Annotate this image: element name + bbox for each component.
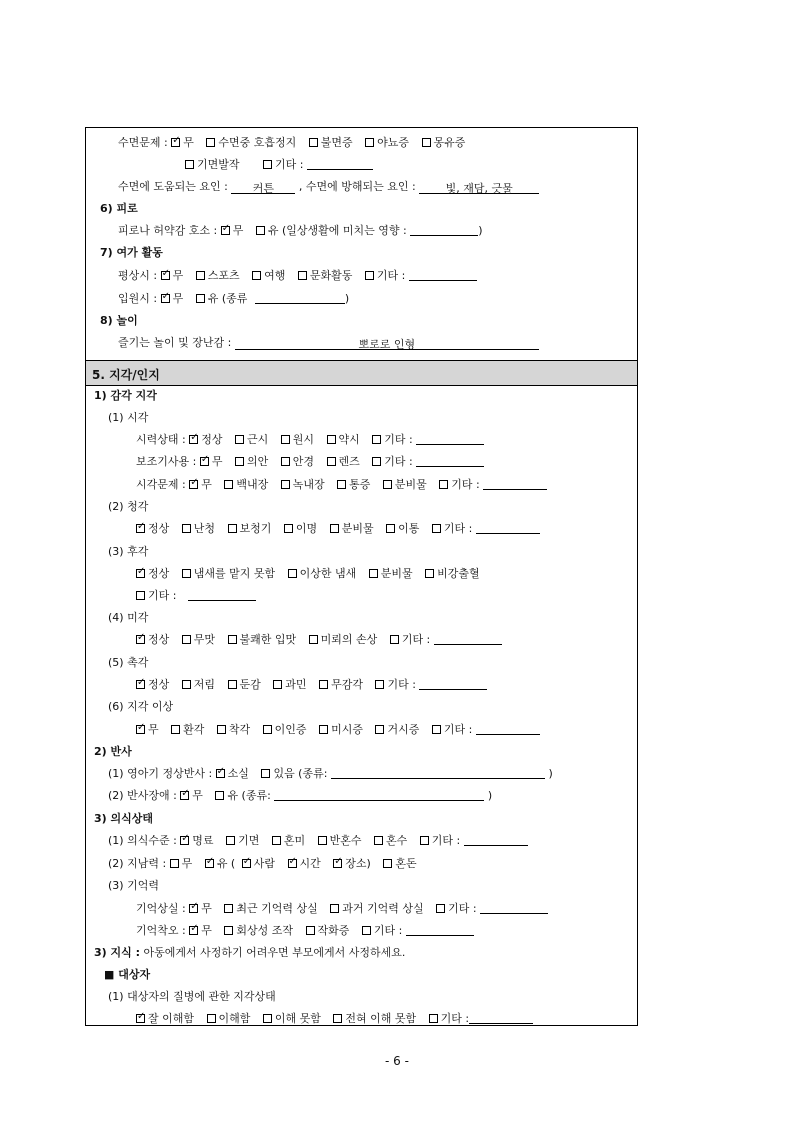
other-label: 기타 : — [401, 633, 431, 646]
checkbox[interactable] — [224, 904, 233, 913]
checkbox[interactable] — [182, 635, 191, 644]
option-label: 기면 — [238, 834, 260, 847]
checkbox-checked[interactable] — [136, 524, 145, 533]
checkbox[interactable] — [171, 725, 180, 734]
checkbox[interactable] — [375, 725, 384, 734]
option-label: 야뇨증 — [377, 136, 410, 149]
subject-heading: ■ 대상자 — [104, 968, 151, 981]
fatigue-label: 피로나 허약감 호소 : — [118, 224, 218, 237]
checkbox[interactable] — [207, 1014, 216, 1023]
taste-row — [136, 633, 511, 647]
option-label: 이상한 냄새 — [299, 567, 357, 580]
play-heading: 8) 놀이 — [100, 314, 138, 327]
checkbox[interactable] — [369, 569, 378, 578]
option-label: 유 (일상생활에 미치는 영향 : — [267, 224, 407, 237]
option-label: 분비물 — [341, 522, 374, 535]
option-label: 원시 — [292, 433, 315, 446]
checkbox-checked[interactable] — [136, 1014, 145, 1023]
option-label: 무 — [172, 269, 184, 282]
checkbox-checked[interactable] — [171, 138, 180, 147]
option-label: 무 — [192, 789, 203, 802]
other-field[interactable] — [409, 269, 477, 281]
play-label: 즐기는 놀이 및 장난감 : — [118, 336, 232, 349]
checkbox[interactable] — [422, 138, 431, 147]
other-label: 기타 : — [451, 478, 480, 491]
abnormal-row — [136, 723, 549, 737]
checkbox[interactable] — [390, 635, 399, 644]
checkbox[interactable] — [235, 457, 244, 466]
paren: ) — [478, 224, 483, 237]
orientation-label: (2) 지남력 : — [108, 857, 167, 870]
option-label: 착각 — [228, 723, 251, 736]
option-label: 무 — [201, 902, 212, 915]
other-field[interactable] — [476, 723, 540, 735]
checkbox[interactable] — [420, 836, 429, 845]
option-label: 보청기 — [239, 522, 272, 535]
option-label: 이통 — [398, 522, 420, 535]
option-label: 정상 — [148, 633, 170, 646]
sleep-hinder-label: 수면에 방해되는 요인 : — [305, 180, 416, 193]
memory-heading: (3) 기억력 — [108, 879, 159, 892]
leisure-hosp-row — [118, 292, 349, 306]
leisure-hosp-label: 입원시 : — [118, 292, 158, 305]
checkbox[interactable] — [429, 1014, 438, 1023]
option-label: 반혼수 — [329, 834, 362, 847]
checkbox[interactable] — [256, 226, 265, 235]
checkbox[interactable] — [170, 859, 179, 868]
checkbox-checked[interactable] — [189, 480, 198, 489]
checkbox[interactable] — [261, 769, 270, 778]
option-label: 렌즈 — [338, 455, 360, 468]
option-label: 분비물 — [380, 567, 413, 580]
taste-heading: (4) 미각 — [108, 611, 149, 624]
option-label: 스포츠 — [207, 269, 240, 282]
other-label: 기타 : — [373, 924, 403, 937]
checkbox[interactable] — [375, 680, 384, 689]
fatigue-heading: 6) 피로 — [100, 202, 138, 215]
option-label: 비강출혈 — [437, 567, 480, 580]
leisure-normal-row — [118, 269, 486, 283]
option-label: 냄새를 맡지 못함 — [193, 567, 276, 580]
option-label: 정상 — [201, 433, 223, 446]
checkbox[interactable] — [362, 926, 371, 935]
option-label: 회상성 조작 — [236, 924, 293, 937]
option-label: 무 — [148, 723, 159, 736]
checkbox[interactable] — [288, 569, 297, 578]
other-label: 기타 : — [384, 455, 413, 468]
leisure-heading: 7) 여가 활동 — [100, 246, 163, 259]
smell-heading: (3) 후각 — [108, 545, 149, 558]
checkbox[interactable] — [284, 524, 293, 533]
checkbox-checked[interactable] — [161, 294, 170, 303]
checkbox-checked[interactable] — [136, 680, 145, 689]
other-field[interactable] — [406, 924, 474, 936]
option-label: 둔감 — [239, 678, 261, 691]
option-label: 불면증 — [320, 136, 353, 149]
other-label: 기타 : — [387, 678, 416, 691]
option-label: 거시증 — [387, 723, 420, 736]
memory-error-row — [136, 924, 483, 938]
option-label: 유 (종류: — [227, 789, 271, 802]
checkbox-checked[interactable] — [161, 271, 170, 280]
option-label: 혼돈 — [395, 857, 417, 870]
option-label: 무 — [201, 924, 212, 937]
option-label: 무감각 — [331, 678, 363, 691]
other-field[interactable] — [464, 834, 528, 846]
reflex-disorder-row — [108, 789, 492, 803]
option-label: 무 — [181, 857, 193, 870]
sleep-help-field[interactable]: 커튼 — [231, 182, 295, 194]
option-label: 미시증 — [331, 723, 363, 736]
play-field[interactable]: 뽀로로 인형 — [235, 338, 539, 350]
knowledge-options-row — [136, 1012, 542, 1026]
page-number: - 6 - — [385, 1054, 409, 1068]
checkbox[interactable] — [182, 680, 191, 689]
touch-heading: (5) 촉각 — [108, 656, 149, 669]
option-label: 근시 — [246, 433, 269, 446]
option-label: 약시 — [338, 433, 360, 446]
checkbox[interactable] — [436, 904, 445, 913]
checkbox[interactable] — [365, 138, 374, 147]
option-label: 과민 — [285, 678, 307, 691]
option-label: 무맛 — [193, 633, 216, 646]
checkbox-checked[interactable] — [189, 435, 198, 444]
vision-aid-row — [136, 455, 493, 469]
option-label: 정상 — [148, 678, 170, 691]
option-label: 최근 기억력 상실 — [236, 902, 318, 915]
option-label: 있음 (종류: — [273, 767, 328, 780]
checkbox[interactable] — [425, 569, 434, 578]
section-title: 5. 지각/인지 — [92, 368, 160, 382]
option-label: 불쾌한 입맛 — [239, 633, 297, 646]
reflex-disorder-field[interactable] — [274, 789, 484, 801]
other-field[interactable] — [483, 478, 547, 490]
option-label: 난청 — [193, 522, 216, 535]
other-field[interactable] — [469, 1012, 533, 1024]
option-label: 사람 — [253, 857, 275, 870]
option-label: 문화활동 — [309, 269, 353, 282]
option-label: 백내장 — [236, 478, 269, 491]
checkbox-checked[interactable] — [242, 859, 251, 868]
leisure-type-field[interactable] — [255, 292, 345, 304]
checkbox[interactable] — [217, 725, 226, 734]
checkbox[interactable] — [432, 725, 441, 734]
checkbox[interactable] — [196, 294, 205, 303]
other-field[interactable] — [188, 589, 256, 601]
checkbox[interactable] — [439, 480, 448, 489]
checkbox-checked[interactable] — [189, 926, 198, 935]
option-label: 이명 — [295, 522, 318, 535]
orientation-row — [108, 857, 426, 871]
option-label: 분비물 — [394, 478, 427, 491]
checkbox[interactable] — [318, 836, 327, 845]
sleep-help-label: 수면에 도움되는 요인 : — [118, 180, 228, 193]
option-label: 무 — [201, 478, 212, 491]
checkbox[interactable] — [228, 524, 237, 533]
checkbox[interactable] — [327, 435, 336, 444]
option-label: 몽유증 — [433, 136, 466, 149]
fatigue-impact-field[interactable] — [410, 224, 478, 236]
other-label: 기타 : — [384, 433, 413, 446]
option-label: 통증 — [349, 478, 371, 491]
consciousness-level-row — [108, 834, 537, 848]
checkbox-checked[interactable] — [180, 791, 189, 800]
checkbox-checked[interactable] — [221, 226, 230, 235]
reflex-heading: 2) 반사 — [94, 745, 132, 758]
checkbox[interactable] — [372, 435, 381, 444]
other-label: 기타 : — [148, 589, 177, 602]
other-label: 기타 : — [376, 269, 406, 282]
checkbox-checked[interactable] — [136, 635, 145, 644]
checkbox[interactable] — [333, 1014, 342, 1023]
knowledge-row — [94, 946, 405, 960]
other-field[interactable] — [419, 678, 487, 690]
checkbox[interactable] — [235, 435, 244, 444]
option-label: 무 — [183, 136, 194, 149]
other-field[interactable] — [307, 158, 373, 170]
sleep-hinder-field[interactable]: 빛, 재담, 긋물 — [419, 182, 539, 194]
option-label: 무 — [211, 455, 223, 468]
touch-row — [136, 678, 496, 692]
checkbox[interactable] — [432, 524, 441, 533]
reflex-type-field[interactable] — [331, 767, 545, 779]
sensory-heading: 1) 감각 지각 — [94, 389, 157, 402]
checkbox[interactable] — [224, 926, 233, 935]
option-label: 잘 이해함 — [148, 1012, 195, 1025]
option-label: 혼미 — [283, 834, 306, 847]
paren: ) — [487, 789, 493, 802]
checkbox[interactable] — [182, 524, 191, 533]
checkbox[interactable] — [309, 138, 318, 147]
checkbox-checked[interactable] — [136, 725, 145, 734]
knowledge-note: 아동에게서 사정하기 어려우면 부모에게서 사정하세요. — [143, 946, 406, 959]
checkbox[interactable] — [327, 457, 336, 466]
leisure-normal-label: 평상시 : — [118, 269, 158, 282]
option-label: 미뢰의 손상 — [320, 633, 378, 646]
option-label: 소실 — [227, 767, 249, 780]
option-label: 기면발작 — [197, 158, 240, 171]
knowledge-item-label: (1) 대상자의 질병에 관한 지각상태 — [108, 990, 276, 1003]
other-label: 기타 : — [440, 1012, 470, 1025]
option-label: 환각 — [183, 723, 205, 736]
checkbox[interactable] — [224, 480, 233, 489]
checkbox[interactable] — [196, 271, 205, 280]
checkbox[interactable] — [298, 271, 307, 280]
checkbox-checked[interactable] — [200, 457, 209, 466]
checkbox[interactable] — [319, 680, 328, 689]
fatigue-row — [118, 224, 483, 238]
option-label: 이해 못함 — [274, 1012, 321, 1025]
checkbox[interactable] — [330, 524, 339, 533]
checkbox-checked[interactable] — [288, 859, 297, 868]
vision-problem-row — [136, 478, 556, 492]
memory-loss-row — [136, 902, 557, 916]
level-label: (1) 의식수준 : — [108, 834, 177, 847]
checkbox[interactable] — [182, 569, 191, 578]
checkbox[interactable] — [319, 725, 328, 734]
checkbox[interactable] — [281, 457, 290, 466]
abnormal-heading: (6) 지각 이상 — [108, 700, 174, 713]
option-label: 전혀 이해 못함 — [345, 1012, 417, 1025]
option-label: 저림 — [193, 678, 216, 691]
option-label: 명료 — [192, 834, 214, 847]
sleep-problem-row — [118, 136, 474, 150]
hearing-heading: (2) 청각 — [108, 500, 149, 513]
vision-acuity-row — [136, 433, 493, 447]
checkbox[interactable] — [374, 836, 383, 845]
sleep-problem-row-2 — [185, 158, 382, 172]
option-label: 여행 — [264, 269, 286, 282]
play-row — [118, 336, 539, 350]
checkbox[interactable] — [337, 480, 346, 489]
smell-other-row — [136, 589, 265, 603]
other-label: 기타 : — [443, 522, 473, 535]
option-label: 안경 — [292, 455, 315, 468]
aid-label: 보조기사용 : — [136, 455, 197, 468]
checkbox[interactable] — [372, 457, 381, 466]
option-label: 유 ( — [216, 857, 236, 870]
checkbox[interactable] — [272, 836, 281, 845]
reflex-infant-label: (1) 영아기 정상반사 : — [108, 767, 213, 780]
hearing-row — [136, 522, 549, 536]
other-field[interactable] — [476, 522, 540, 534]
checkbox[interactable] — [136, 591, 145, 600]
checkbox-checked[interactable] — [333, 859, 342, 868]
paren: ) — [548, 767, 553, 780]
sleep-problem-label: 수면문제 : — [118, 136, 168, 149]
checkbox[interactable] — [228, 680, 237, 689]
checkbox[interactable] — [306, 926, 315, 935]
option-label: 무 — [172, 292, 184, 305]
checkbox[interactable] — [281, 435, 290, 444]
sleep-factor-row: 수면에 도움되는 요인 : 커튼 , 수면에 방해되는 요인 : 빛, 재담, 긋물 — [118, 180, 539, 194]
option-label: 혼수 — [385, 834, 408, 847]
other-label: 기타 : — [431, 834, 461, 847]
checkbox[interactable] — [206, 138, 215, 147]
other-field[interactable] — [416, 433, 484, 445]
acuity-label: 시력상태 : — [136, 433, 186, 446]
checkbox[interactable] — [365, 271, 374, 280]
option-label: 시간 — [299, 857, 321, 870]
checkbox[interactable] — [263, 1014, 272, 1023]
option-label: 이해함 — [218, 1012, 251, 1025]
other-label: 기타 : — [448, 902, 477, 915]
option-label: 작화증 — [317, 924, 350, 937]
checkbox-checked[interactable] — [180, 836, 189, 845]
checkbox-checked[interactable] — [205, 859, 214, 868]
option-label: 과거 기억력 상실 — [342, 902, 424, 915]
vision-problem-label: 시각문제 : — [136, 478, 186, 491]
memory-error-label: 기억착오 : — [136, 924, 186, 937]
checkbox-checked[interactable] — [216, 769, 225, 778]
checkbox[interactable] — [263, 160, 272, 169]
option-label: 장소) — [345, 857, 371, 870]
option-label: 무 — [232, 224, 244, 237]
memory-loss-label: 기억상실 : — [136, 902, 186, 915]
reflex-disorder-label: (2) 반사장애 : — [108, 789, 177, 802]
checkbox[interactable] — [228, 635, 237, 644]
other-label: 기타 : — [275, 158, 304, 171]
knowledge-heading: 3) 지식 : — [94, 946, 140, 959]
vision-heading: (1) 시각 — [108, 411, 149, 424]
reflex-infant-row — [108, 767, 553, 781]
form-frame — [85, 127, 638, 1026]
checkbox[interactable] — [273, 680, 282, 689]
checkbox-checked[interactable] — [189, 904, 198, 913]
checkbox[interactable] — [185, 160, 194, 169]
other-field[interactable] — [416, 455, 484, 467]
other-field[interactable] — [480, 902, 548, 914]
checkbox[interactable] — [215, 791, 224, 800]
option-label: 수면중 호흡정지 — [218, 136, 297, 149]
option-label: 녹내장 — [292, 478, 325, 491]
other-label: 기타 : — [443, 723, 473, 736]
checkbox[interactable] — [330, 904, 339, 913]
option-label: 의안 — [246, 455, 269, 468]
smell-row — [136, 567, 489, 581]
checkbox[interactable] — [263, 725, 272, 734]
option-label: 정상 — [148, 567, 170, 580]
option-label: 정상 — [148, 522, 170, 535]
checkbox[interactable] — [386, 524, 395, 533]
checkbox[interactable] — [226, 836, 235, 845]
checkbox[interactable] — [383, 480, 392, 489]
checkbox-checked[interactable] — [136, 569, 145, 578]
other-field[interactable] — [434, 633, 502, 645]
checkbox[interactable] — [252, 271, 261, 280]
checkbox[interactable] — [383, 859, 392, 868]
option-label: 이인증 — [274, 723, 307, 736]
consciousness-heading: 3) 의식상태 — [94, 812, 154, 825]
paren: ) — [344, 292, 350, 305]
checkbox[interactable] — [309, 635, 318, 644]
section-header — [86, 360, 637, 386]
checkbox[interactable] — [281, 480, 290, 489]
option-label: 유 (종류 — [207, 292, 248, 305]
